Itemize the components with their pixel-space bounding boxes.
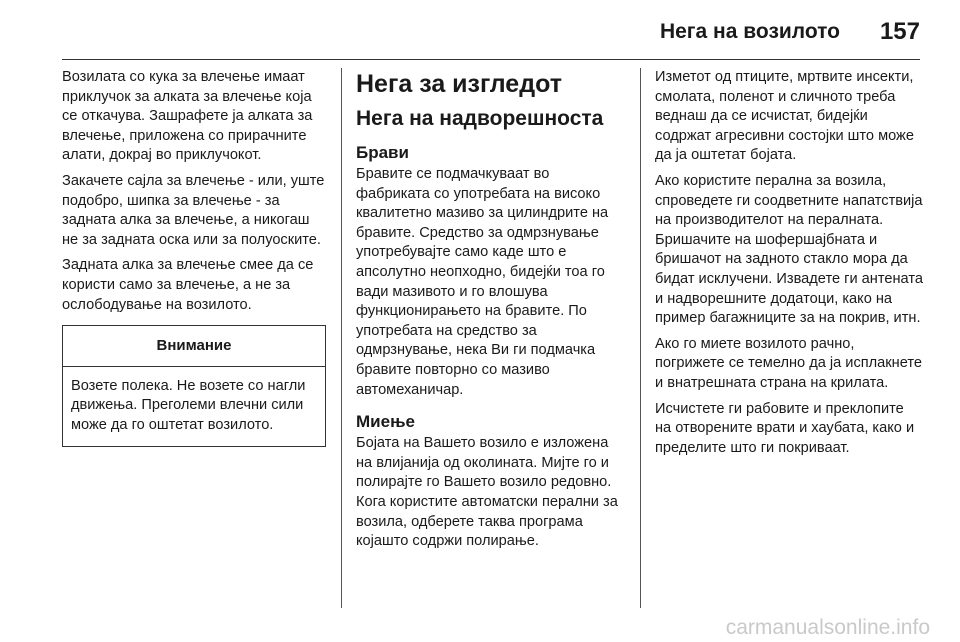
right-column <box>655 68 923 464</box>
paragraph-tow-rope: Закачете сајла за влечење - или, уште подобро, шипка за влечење - за задната алка за влечење, а никогаш не за задната оска или за полуоските. <box>62 172 325 248</box>
locks-text: Бравите се подмачкуваат во фабриката со употребата на високо квалитетно мазиво за цилиндрите на бравите. Средство за одмрзнување употребувајте само каде што е апсолутно неопходно, бидејќи тоа го вади мазивото и го влошува функционирањето на бравите. По употребата на средство за одмрзнување, нека Ви ги подмачка бравите повторно со мазиво автомеханичар. <box>356 166 609 398</box>
warning-text: Возете полека. Не возете со нагли движења. Преголеми влечни сили може да го оштетат возилото. <box>71 377 306 433</box>
section-subheading: Нега на надворешноста <box>356 107 604 130</box>
washing-text: Бојата на Вашето возило е изложена на влијанија од околината. Мијте го и полирајте го Вашето возило редовно. Кога користите автоматски перални за возила, одберете таква програма којашто содржи полирање. <box>356 435 618 550</box>
section-heading: Нега за изгледот <box>356 70 562 98</box>
washing-title: Миење <box>356 412 415 432</box>
paragraph-car-wash: Ако користите перална за возила, спроведете ги соодветните напатствија на производителот на пералната. Бришачите на шофершајбната и бришачот на задното стакло мора да бидат исклучени. Извадете ги антената и надворешните додатоци, како на пример багажниците за на покрив, итн. <box>655 172 923 327</box>
paragraph-hand-wash: Ако го миете возилото рачно, погрижете се темелно да ја исплакнете и внатрешната страна на крилата. <box>655 335 923 391</box>
paragraph-tow-eye-use: Задната алка за влечење смее да се користи само за влечење, а не за ослободување на возилото. <box>62 257 314 313</box>
paragraph-door-edges: Исчистете ги рабовите и преклопите на отворените врати и хаубата, како и пределите што ги покриваат. <box>655 400 915 456</box>
page-number: 157 <box>879 18 920 45</box>
warning-box <box>62 325 326 446</box>
middle-column <box>356 68 626 558</box>
page-header <box>0 0 960 60</box>
locks-title: Брави <box>356 143 409 162</box>
column-divider-1 <box>341 68 342 608</box>
header-divider <box>62 59 920 60</box>
left-column <box>62 68 326 447</box>
warning-title: Внимание <box>63 326 325 367</box>
chapter-title: Нега на возилото <box>659 20 840 43</box>
paragraph-tow-hook: Возилата со кука за влечење имаат приклучок за алката за влечење која се откачува. Зашрафете ја алката за влечење, приложена со прирачните алати, докрај во приклучокот. <box>62 69 313 164</box>
paragraph-bird-droppings: Изметот од птиците, мртвите инсекти, смолата, поленот и сличното треба веднаш да се исчистат, бидејќи содржат агресивни состојки што може да ја оштетат бојата. <box>655 69 914 164</box>
watermark-text: carmanualsonline.info <box>725 616 930 639</box>
column-divider-2 <box>640 68 641 608</box>
